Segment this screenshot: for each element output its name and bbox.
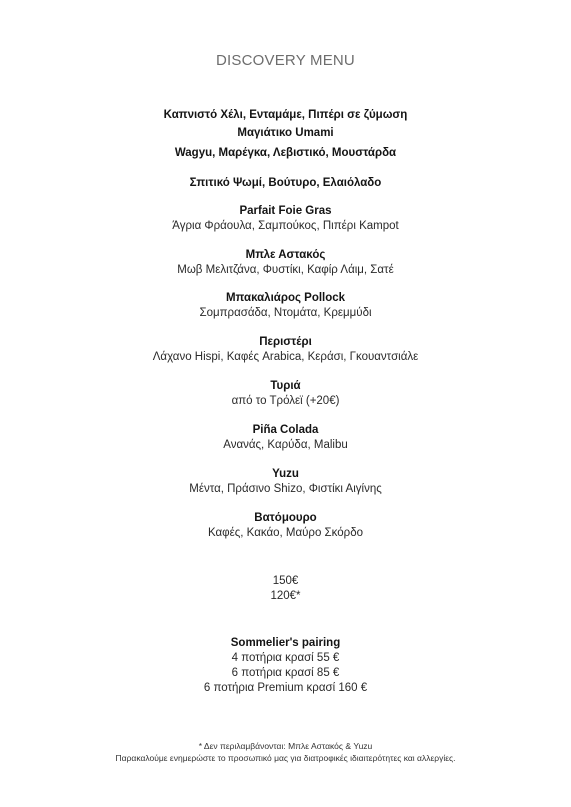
course-name-8: Βατόμουρο <box>254 512 317 524</box>
course-name-7: Yuzu <box>272 468 299 480</box>
course-name-5: Τυριά <box>270 380 301 392</box>
course-description-8: Καφές, Κακάο, Μαύρο Σκόρδο <box>207 527 364 539</box>
pairing-option-2: 6 ποτήρια κρασί 85 € <box>231 667 340 679</box>
snack-line-1: Καπνιστό Χέλι, Ενταμάμε, Πιπέρι σε ζύμωση <box>163 109 408 121</box>
course-name-2: Μπλε Αστακός <box>245 249 326 261</box>
course-description-6: Ανανάς, Καρύδα, Malibu <box>223 439 348 451</box>
pairing-option-1: 4 ποτήρια κρασί 55 € <box>231 652 340 664</box>
course-description-4: Λάχανο Hispi, Καφές Arabica, Κεράσι, Γκουαντσιάλε <box>152 351 419 363</box>
bread-line: Σπιτικό Ψωμί, Βούτυρο, Ελαιόλαδο <box>189 177 382 189</box>
course-name-6: Piña Colada <box>252 424 319 436</box>
footnote-exclusions: * Δεν περιλαμβάνονται: Μπλε Αστακός & Yuzu <box>198 741 373 751</box>
snack-line-3: Wagyu, Μαρέγκα, Λεβιστικό, Μουστάρδα <box>174 147 397 159</box>
price-reduced: 120€* <box>270 590 301 602</box>
course-description-5: από το Τρόλεϊ (+20€) <box>231 395 340 407</box>
footnote-allergies: Παρακαλούμε ενημερώστε το προσωπικό μας για διατροφικές ιδιαιτερότητες και αλλεργίες. <box>115 753 456 763</box>
course-description-7: Μέντα, Πράσινο Shizo, Φιστίκι Αιγίνης <box>189 483 382 495</box>
pairing-option-3: 6 ποτήρια Premium κρασί 160 € <box>203 682 368 694</box>
course-name-3: Μπακαλιάρος Pollock <box>225 292 346 304</box>
pairing-title: Sommelier's pairing <box>230 637 341 649</box>
course-name-1: Parfait Foie Gras <box>239 205 332 217</box>
course-description-3: Σομπρασάδα, Ντομάτα, Κρεμμύδι <box>199 307 372 319</box>
course-name-4: Περιστέρι <box>259 336 312 348</box>
price-full: 150€ <box>272 575 299 587</box>
course-description-2: Μωβ Μελιτζάνα, Φυστίκι, Καφίρ Λάιμ, Σατέ <box>177 264 394 276</box>
course-description-1: Άγρια Φράουλα, Σαμπούκος, Πιπέρι Kampot <box>172 220 399 232</box>
snack-line-2: Μαγιάτικο Umami <box>237 127 334 139</box>
menu-title: DISCOVERY MENU <box>216 52 355 69</box>
